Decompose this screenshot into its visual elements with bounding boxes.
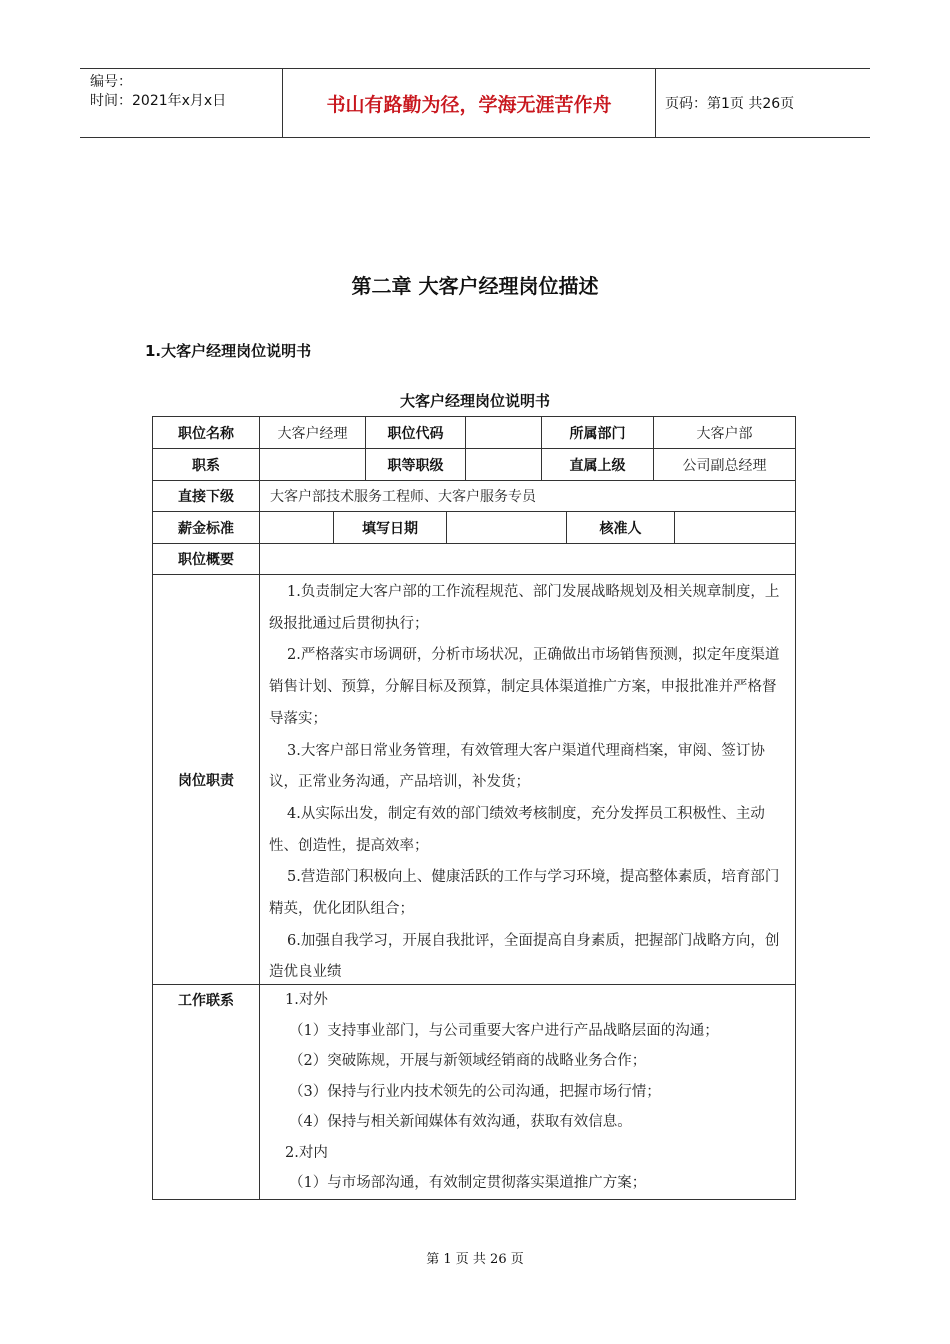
page-header <box>80 68 870 138</box>
value-department: 大客户部 <box>696 425 753 442</box>
label-approver: 核准人 <box>567 512 675 543</box>
label-position-name: 职位名称 <box>153 417 260 448</box>
list-item: 5.营造部门积极向上、健康活跃的工作与学习环境，提高整体素质，培育部门精英，优化团队组合； <box>269 869 780 918</box>
list-item: （1）与市场部沟通，有效制定贯彻落实渠道推广方案； <box>289 1175 647 1191</box>
label-position-code: 职位代码 <box>366 417 466 448</box>
header-number: 编号： <box>90 74 132 90</box>
list-item: 1.负责制定大客户部的工作流程规范、部门发展战略规划及相关规章制度，上级报批通过后贯彻执行； <box>269 584 780 632</box>
table-row <box>153 449 795 481</box>
list-item: 2.严格落实市场调研，分析市场状况，正确做出市场销售预测，拟定年度渠道销售计划、预算，分解目标及预算，制定具体渠道推广方案，申报批准并严格督导落实； <box>269 647 780 727</box>
label-department: 所属部门 <box>542 417 654 448</box>
page-footer: 第 1 页 共 26 页 <box>426 1252 524 1267</box>
value-position-name: 大客户经理 <box>260 417 366 448</box>
external-heading: 1.对外 <box>285 992 328 1008</box>
work-contacts-list <box>269 985 789 1199</box>
header-date: 时间：2021年x月x日 <box>90 93 227 109</box>
value-job-grade <box>466 449 542 480</box>
label-job-grade: 职等职级 <box>366 449 466 480</box>
label-salary-standard: 薪金标准 <box>153 512 260 543</box>
responsibilities-list <box>269 577 789 989</box>
value-direct-supervisor: 公司副总经理 <box>682 457 767 474</box>
label-position-summary: 职位概要 <box>153 544 260 574</box>
table-row <box>153 544 795 575</box>
value-position-summary <box>260 544 795 574</box>
value-salary-standard <box>260 512 334 543</box>
list-item: （1）支持事业部门，与公司重要大客户进行产品战略层面的沟通； <box>289 1022 719 1039</box>
table-row <box>153 481 795 512</box>
label-job-family: 职系 <box>153 449 260 480</box>
table-row <box>153 512 795 544</box>
value-subordinates: 大客户部技术服务工程师、大客户服务专员 <box>270 489 536 505</box>
label-responsibilities: 岗位职责 <box>153 575 260 984</box>
list-item: （2）突破陈规，开展与新领域经销商的战略业务合作； <box>289 1053 647 1069</box>
value-fill-date <box>447 512 567 543</box>
header-meta <box>90 73 226 111</box>
list-item: 6.加强自我学习，开展自我批评，全面提高自身素质，把握部门战略方向，创造优良业绩 <box>269 932 780 981</box>
list-item: 4.从实际出发，制定有效的部门绩效考核制度，充分发挥员工积极性、主动性、创造性，提高效率； <box>269 805 765 854</box>
label-subordinates: 直接下级 <box>153 481 260 511</box>
header-page-info: 页码：第1页 共26页 <box>665 96 795 112</box>
list-item: （3）保持与行业内技术领先的公司沟通，把握市场行情； <box>289 1083 661 1100</box>
section-title: 1.大客户经理岗位说明书 <box>145 342 312 360</box>
list-item: 3.大客户部日常业务管理，有效管理大客户渠道代理商档案，审阅、签订协议，正常业务沟通，产品培训，补发货； <box>269 742 765 791</box>
job-description-table <box>152 416 796 1200</box>
table-row <box>153 575 795 985</box>
internal-heading: 2.对内 <box>285 1144 328 1161</box>
label-work-contacts: 工作联系 <box>153 985 260 1199</box>
value-approver <box>675 512 795 543</box>
table-row <box>153 985 795 1199</box>
table-row <box>153 417 795 449</box>
header-motto: 书山有路勤为径，学海无涯苦作舟 <box>282 69 656 137</box>
table-caption: 大客户经理岗位说明书 <box>399 392 550 410</box>
value-job-family <box>260 449 366 480</box>
label-direct-supervisor: 直属上级 <box>542 449 654 480</box>
label-fill-date: 填写日期 <box>334 512 447 543</box>
document-title: 第二章 大客户经理岗位描述 <box>351 274 599 298</box>
value-position-code <box>466 417 542 448</box>
list-item: （4）保持与相关新闻媒体有效沟通，获取有效信息。 <box>289 1114 632 1130</box>
